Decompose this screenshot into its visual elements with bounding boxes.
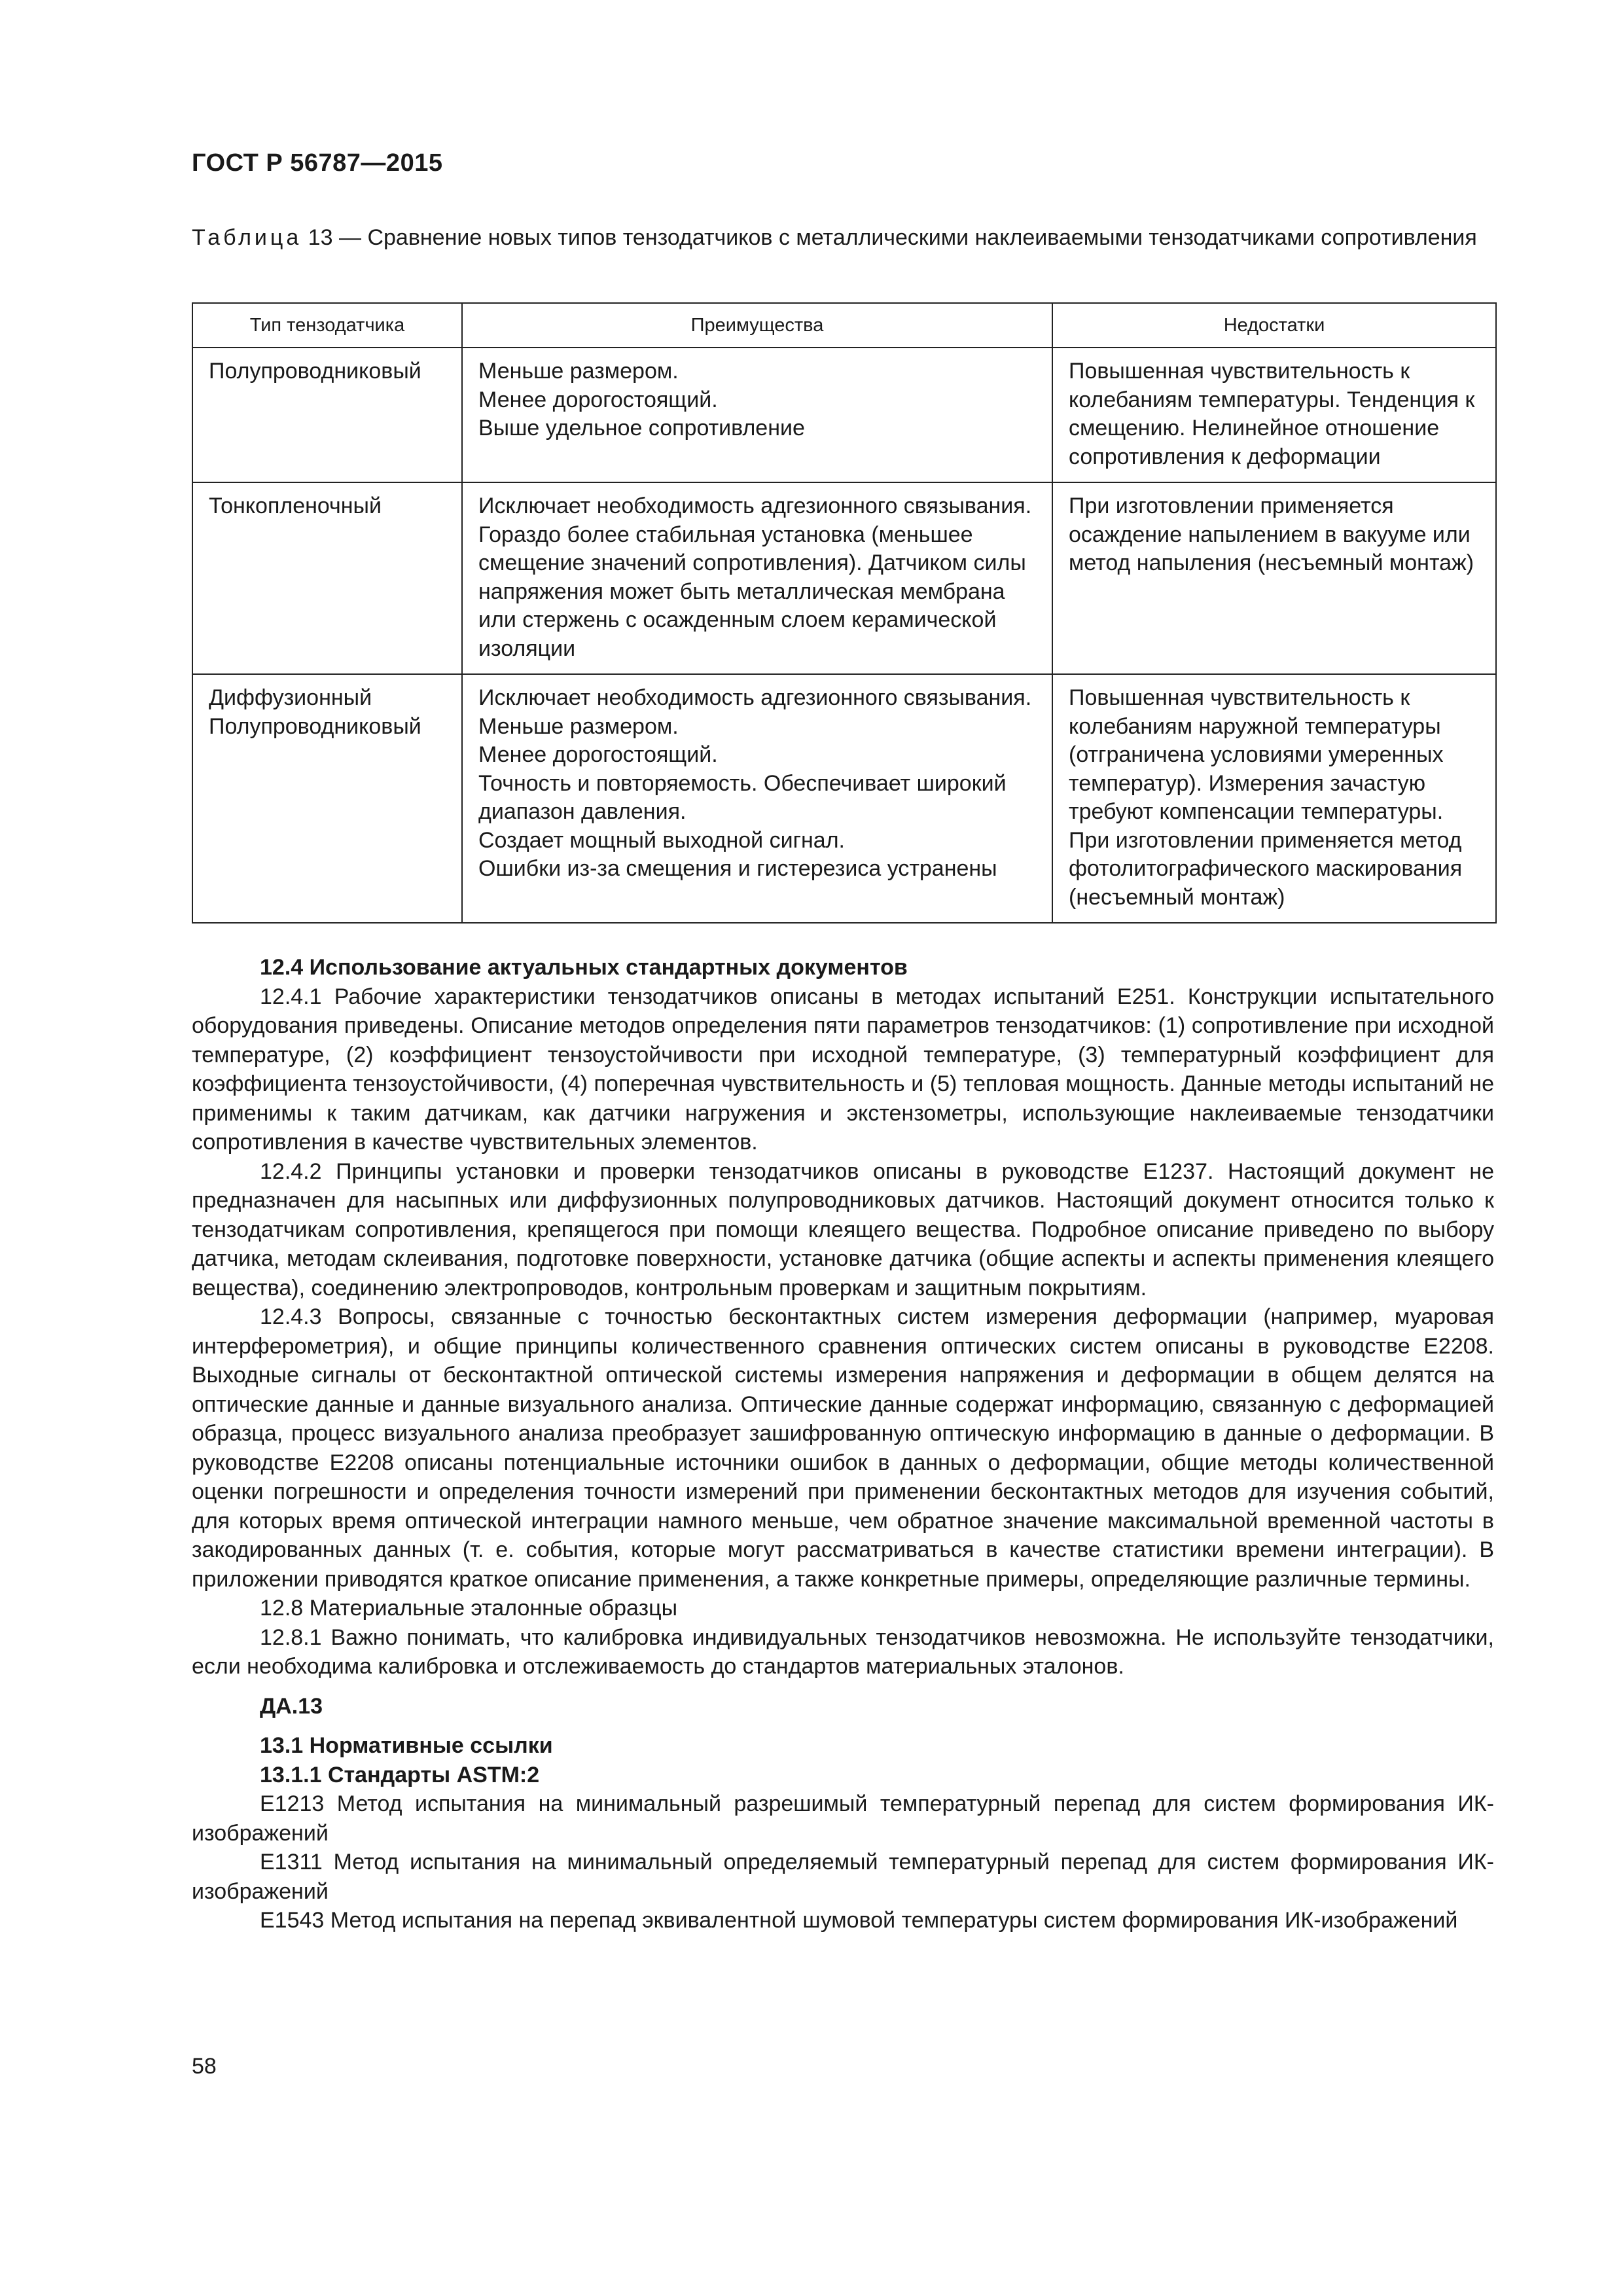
paragraph-12-8-1: 12.8.1 Важно понимать, что калибровка индивидуальных тензодатчиков невозможна. Не используйте тензодатчики, если необходима калибровка и отслеживаемость до стандартов материальных эталонов. — [192, 1624, 1494, 1679]
comparison-table — [192, 302, 1497, 924]
page-number: 58 — [192, 2054, 217, 2079]
table-caption-text: 13 — Сравнение новых типов тензодатчиков с металлическими наклеиваемыми тензодатчиками сопротивления — [302, 225, 1477, 250]
cell-disadvantages: Повышенная чувствительность к колебаниям температуры. Тенденция к смещению. Нелинейное отношение сопротивления к деформации — [1052, 348, 1496, 482]
cell-advantages: Исключает необходимость адгезионного связывания. Гораздо более стабильная установка (меньшее смещение значений сопротивления). Датчиком силы напряжения может быть металлическая мембрана или стержень с осажденным слоем керамической изоляции — [462, 482, 1052, 674]
standard-code-header: ГОСТ Р 56787—2015 — [192, 149, 443, 177]
section-heading-13-1-1: 13.1.1 Стандарты ASTM:2 — [260, 1762, 540, 1787]
cell-disadvantages: При изготовлении применяется осаждение напылением в вакууме или метод напыления (несъемный монтаж) — [1052, 482, 1496, 674]
appendix-heading-da13: ДА.13 — [260, 1693, 323, 1719]
column-header-disadvantages: Недостатки — [1052, 303, 1496, 348]
table-caption — [192, 224, 1494, 251]
cell-advantages: Меньше размером. Менее дорогостоящий. Выше удельное сопротивление — [462, 348, 1052, 482]
column-header-advantages: Преимущества — [462, 303, 1052, 348]
column-header-type: Тип тензодатчика — [192, 303, 462, 348]
paragraph-12-4-2: 12.4.2 Принципы установки и проверки тензодатчиков описаны в руководстве E1237. Настоящий документ не предназначен для насыпных или диффузионных полупроводниковых датчиков. Настоящий документ относится только к тензодатчикам сопротивления, крепящегося при помощи клеящего вещества. Подробное описание приведено по выбору датчика, методам склеивания, подготовке поверхности, установке датчика (общие аспекты и аспекты применения клеящего вещества), соединению электропроводов, контрольным проверкам и защитным покрытиям. — [192, 1158, 1494, 1300]
table-caption-prefix: Таблица — [192, 225, 302, 250]
body-text — [192, 953, 1494, 1935]
reference-e1543: E1543 Метод испытания на перепад эквивалентной шумовой температуры систем формирования ИК-изображений — [260, 1908, 1458, 1933]
reference-e1311: E1311 Метод испытания на минимальный определяемый температурный перепад для систем формирования ИК-изображений — [192, 1850, 1494, 1904]
table-header-row — [192, 303, 1496, 348]
cell-gauge-type: Полупроводниковый — [192, 348, 462, 482]
cell-advantages: Исключает необходимость адгезионного связывания. Меньше размером. Менее дорогостоящий. Точность и повторяемость. Обеспечивает широкий диапазон давления. Создает мощный выходной сигнал. Ошибки из-за смещения и гистерезиса устранены — [462, 674, 1052, 923]
section-heading-12-4: 12.4 Использование актуальных стандартных документов — [260, 955, 908, 980]
section-heading-13-1: 13.1 Нормативные ссылки — [260, 1733, 553, 1758]
paragraph-12-4-3: 12.4.3 Вопросы, связанные с точностью бесконтактных систем измерения деформации (например, муаровая интерферометрия), и общие принципы количественного сравнения оптических систем описаны в руководстве E2208. Выходные сигналы от бесконтактной оптической системы измерения напряжения и деформации в общем делятся на оптические данные и данные визуального анализа. Оптические данные содержат информацию, связанную с деформацией образца, процесс визуального анализа преобразует зашифрованную оптическую информацию в данные о деформации. В руководстве E2208 описаны потенциальные источники ошибок в данных о деформации, общие методы количественной оценки погрешности и определения точности измерений при применении бесконтактных методов для изучения событий, для которых время оптической интеграции намного меньше, чем обратное значение максимальной временной частоты в закодированных данных (т. е. события, которые могут рассматриваться в качестве статистики времени интеграции). В приложении приводятся краткое описание применения, а также конкретные примеры, определяющие различные термины. — [192, 1304, 1494, 1592]
paragraph-12-8: 12.8 Материальные эталонные образцы — [260, 1596, 678, 1621]
paragraph-12-4-1: 12.4.1 Рабочие характеристики тензодатчиков описаны в методах испытаний E251. Конструкции испытательного оборудования приведены. Описание методов определения пяти параметров тензодатчиков: (1) сопротивление при исходной температуре, (2) коэффициент тензоустойчивости при исходной температуре, (3) температурный коэффициент для коэффициента тензоустойчивости, (4) поперечная чувствительность и (5) тепловая мощность. Данные методы испытаний не применимы к таким датчикам, как датчики нагружения и экстензометры, использующие наклеиваемые тензодатчики сопротивления в качестве чувствительных элементов. — [192, 984, 1494, 1155]
table-row — [192, 482, 1496, 674]
table-row — [192, 674, 1496, 923]
cell-gauge-type: Диффузионный Полупроводниковый — [192, 674, 462, 923]
cell-disadvantages: Повышенная чувствительность к колебаниям наружной температуры (отграничена условиями умеренных температур). Измерения зачастую требуют компенсации температуры. При изготовлении применяется метод фотолитографического маскирования (несъемный монтаж) — [1052, 674, 1496, 923]
reference-e1213: E1213 Метод испытания на минимальный разрешимый температурный перепад для систем формирования ИК-изображений — [192, 1791, 1494, 1846]
cell-gauge-type: Тонкопленочный — [192, 482, 462, 674]
table-row — [192, 348, 1496, 482]
